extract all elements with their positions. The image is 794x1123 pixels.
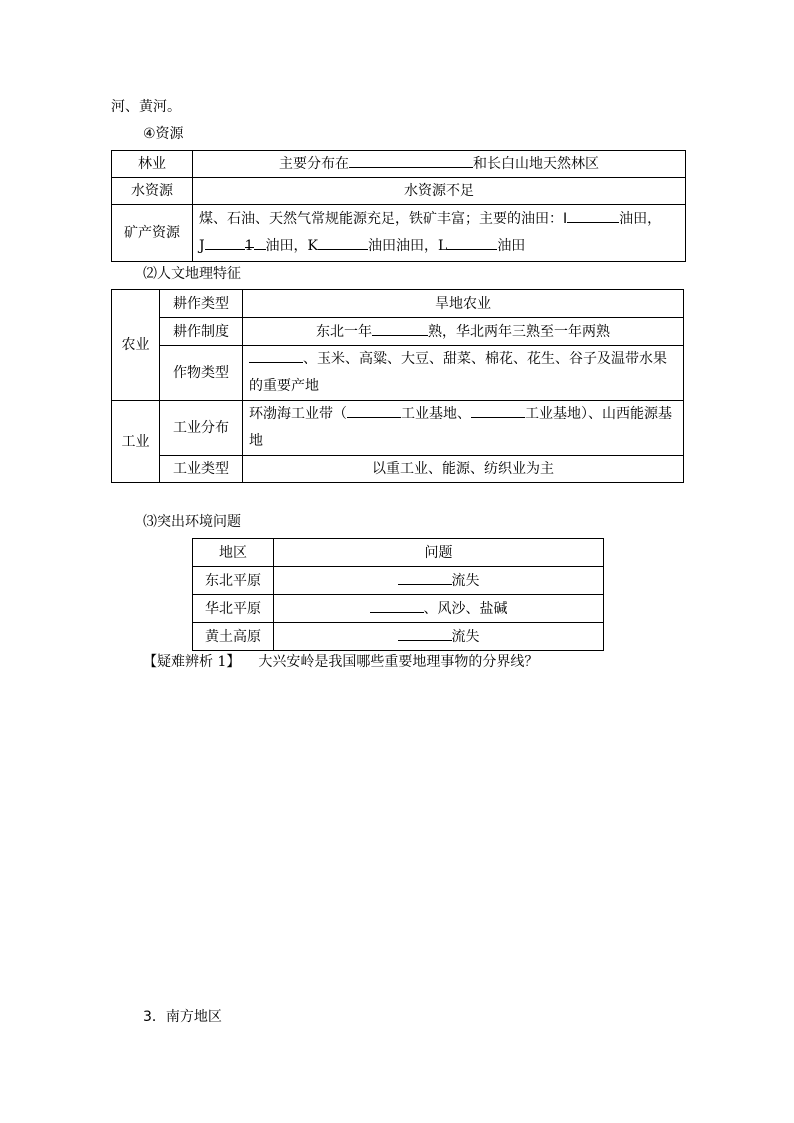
env-problem-2: 、风沙、盐碱 (274, 595, 604, 623)
farm-type-label: 耕作类型 (160, 290, 243, 318)
env-problem-1: 流失 (274, 567, 604, 595)
mineral-label: 矿产资源 (112, 205, 193, 262)
mineral-value: 煤、石油、天然气常规能源充足，铁矿丰富；主要的油田：I 油田， J 1 油田，K 油田油田，L 油田 (193, 205, 686, 262)
env-col-problem: 问题 (274, 539, 604, 567)
crop-value: 、玉米、高粱、大豆、甜菜、棉花、花生、谷子及温带水果 的重要产地 (243, 346, 684, 401)
industry-label: 工业 (112, 401, 160, 483)
environment-table (192, 538, 604, 651)
agriculture-label: 农业 (112, 290, 160, 401)
oilfield-i-blank[interactable] (567, 208, 619, 223)
industry-base2-blank[interactable] (471, 403, 525, 418)
forestry-blank[interactable] (349, 153, 473, 168)
forestry-label: 林业 (112, 151, 193, 178)
oilfield-k-blank[interactable] (318, 235, 368, 250)
resources-table (111, 150, 686, 262)
env-blank-1[interactable] (398, 570, 452, 585)
analysis-tag: 【疑难辨析 1】 (143, 654, 241, 670)
industry-dist-label: 工业分布 (160, 401, 243, 456)
industry-dist-value: 环渤海工业带（ 工业基地、 工业基地）、山西能源基 地 (243, 401, 684, 456)
env-problem-3: 流失 (274, 623, 604, 651)
intro-line: 河、黄河。 (111, 99, 181, 115)
farm-system-blank[interactable] (372, 321, 428, 336)
forestry-value: 主要分布在 和长白山地天然林区 (193, 151, 686, 178)
analysis-question (143, 651, 538, 671)
env-col-region: 地区 (193, 539, 274, 567)
oilfield-j-blank[interactable] (205, 235, 245, 250)
farm-system-label: 耕作制度 (160, 318, 243, 346)
farm-system-value: 东北一年 熟，华北两年三熟至一年两熟 (243, 318, 684, 346)
env-blank-2[interactable] (370, 598, 424, 613)
next-section-heading: 3．南方地区 (143, 1009, 222, 1025)
water-value: 水资源不足 (193, 178, 686, 205)
farm-type-value: 旱地农业 (243, 290, 684, 318)
env-region-1: 东北平原 (193, 567, 274, 595)
industry-type-label: 工业类型 (160, 456, 243, 483)
env-blank-3[interactable] (398, 626, 452, 641)
env-region-3: 黄土高原 (193, 623, 274, 651)
resources-heading: ④资源 (143, 126, 184, 142)
human-geography-table (111, 289, 684, 483)
env-heading: ⑶突出环境问题 (143, 514, 241, 530)
industry-base1-blank[interactable] (347, 403, 401, 418)
crop-blank[interactable] (249, 348, 303, 363)
env-region-2: 华北平原 (193, 595, 274, 623)
analysis-text: 大兴安岭是我国哪些重要地理事物的分界线？ (258, 654, 539, 670)
human-heading: ⑵人文地理特征 (143, 266, 241, 282)
water-label: 水资源 (112, 178, 193, 205)
oilfield-l-blank[interactable] (447, 235, 497, 250)
industry-type-value: 以重工业、能源、纺织业为主 (243, 456, 684, 483)
crop-label: 作物类型 (160, 346, 243, 401)
